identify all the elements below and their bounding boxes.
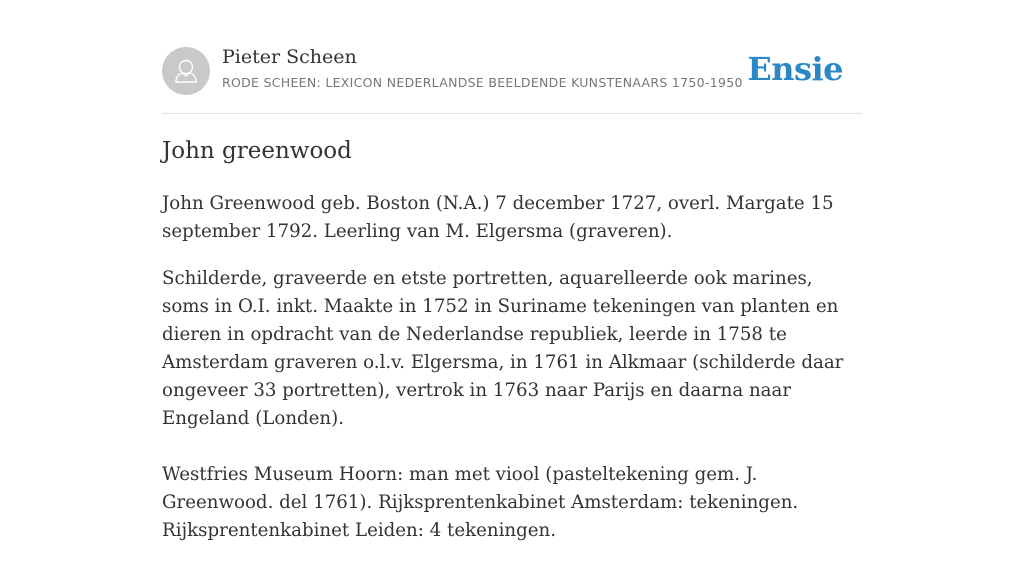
- ensie-logo[interactable]: Ensie: [747, 50, 843, 88]
- article-paragraph: John Greenwood geb. Boston (N.A.) 7 december 1727, overl. Margate 15 september 1792. Leerling van M. Elgersma (graveren).: [162, 193, 834, 242]
- author-header: [162, 46, 862, 114]
- source-name[interactable]: RODE SCHEEN: LEXICON NEDERLANDSE BEELDENDE KUNSTENAARS 1750-1950: [222, 75, 743, 90]
- article-body: [162, 190, 862, 564]
- article-paragraph: Westfries Museum Hoorn: man met viool (pasteltekening gem. J. Greenwood. del 1761). Rijksprentenkabinet Amsterdam: tekeningen. Rijksprentenkabinet Leiden: 4 tekeningen.: [162, 464, 799, 541]
- user-avatar-icon[interactable]: [162, 47, 210, 95]
- article-paragraph: Schilderde, graveerde en etste portretten, aquarelleerde ook marines, soms in O.I. inkt. Maakte in 1752 in Suriname tekeningen van planten en dieren in opdracht van de Nederlandse republiek, leerde in 1758 te Amsterdam graveren o.l.v. Elgersma, in 1761 in Alkmaar (schilderde daar ongeveer 33 portretten), vertrok in 1763 naar Parijs en daarna naar Engeland (Londen).: [162, 268, 844, 429]
- article-title: John greenwood: [162, 138, 352, 164]
- author-name[interactable]: Pieter Scheen: [222, 46, 357, 68]
